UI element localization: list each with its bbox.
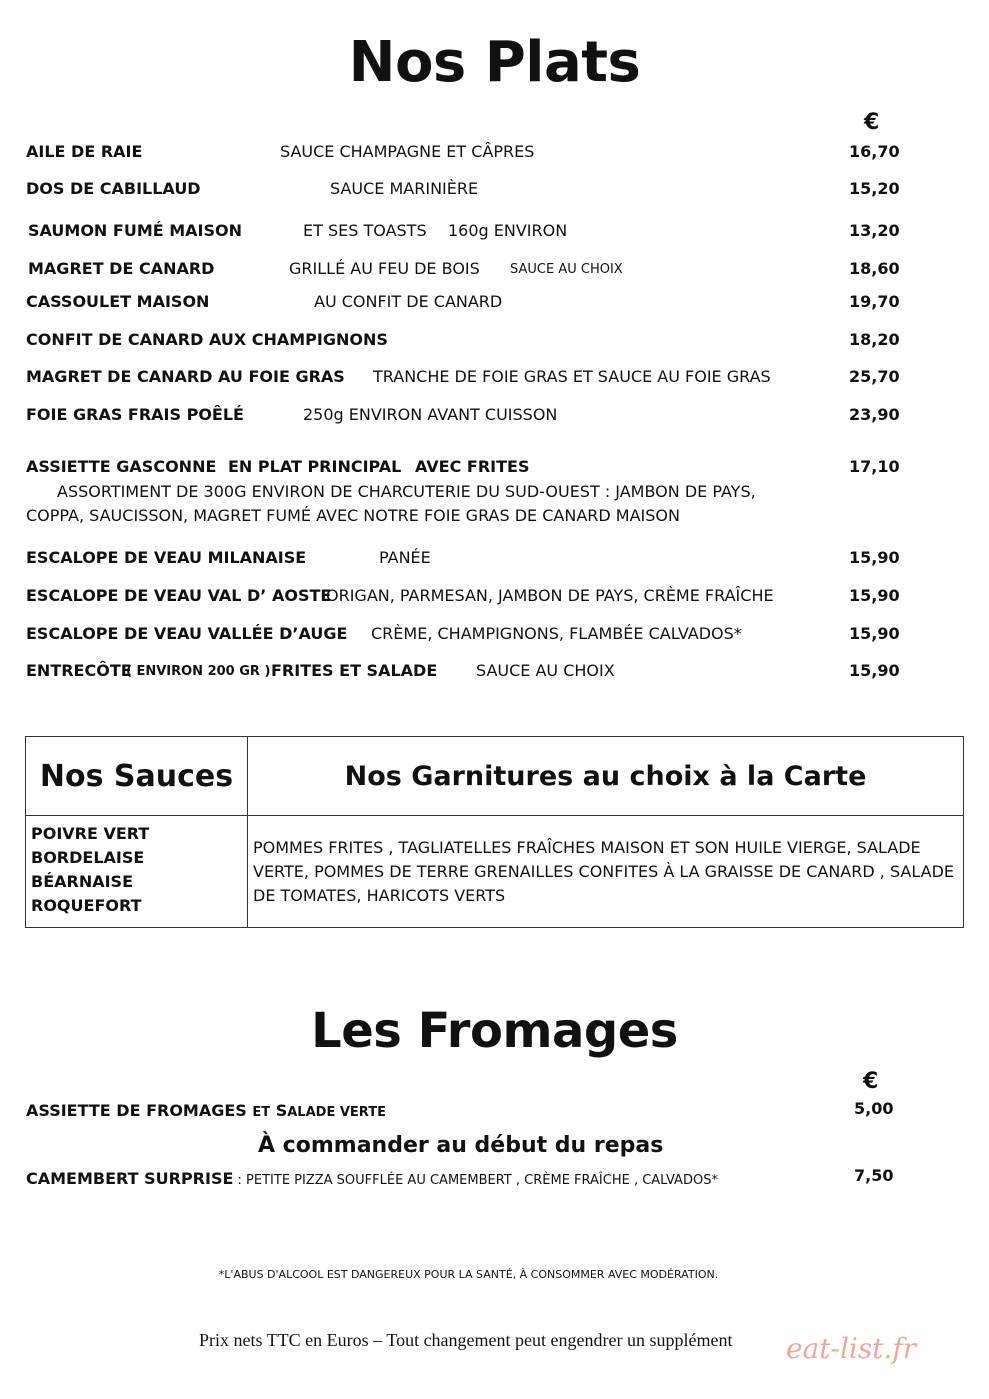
- fromages-currency: €: [863, 1069, 879, 1094]
- sauces-list: [26, 816, 248, 928]
- camembert-name: CAMEMBERT SURPRISE: [26, 1169, 234, 1188]
- sauce-item: BÉARNAISE: [31, 872, 134, 891]
- dish-row: [0, 292, 989, 318]
- dish-name: FOIE GRAS FRAIS POÊLÉ: [26, 405, 244, 424]
- dish-description: GRILLÉ AU FEU DE BOIS: [289, 259, 480, 278]
- page-title: Nos Plats: [348, 30, 641, 95]
- dish-description: CRÈME, CHAMPIGNONS, FLAMBÉE CALVADOS*: [371, 624, 742, 643]
- order-note: À commander au début du repas: [258, 1133, 664, 1158]
- dish-price: 15,90: [849, 548, 900, 567]
- dish-description: ORIGAN, PARMESAN, JAMBON DE PAYS, CRÈME FRAÎCHE: [326, 586, 774, 605]
- garniture-line: VERTE, POMMES DE TERRE GRENAILLES CONFITES À LA GRAISSE DE CANARD , SALADE: [253, 861, 954, 881]
- watermark-logo: eat-list.fr: [786, 1332, 917, 1365]
- dish-row: [0, 179, 989, 205]
- dish-description: SAUCE CHAMPAGNE ET CÂPRES: [280, 142, 535, 161]
- dish-row: [0, 624, 989, 650]
- dish-description: AU CONFIT DE CANARD: [314, 292, 503, 311]
- sauces-header: Nos Sauces: [26, 737, 248, 816]
- sauces-garnitures-table: [25, 736, 964, 928]
- garnitures-text: [248, 816, 964, 928]
- dish-side: AVEC FRITES: [415, 457, 530, 476]
- fromages-title: Les Fromages: [311, 1003, 678, 1059]
- dish-weight: 160g ENVIRON: [448, 221, 568, 240]
- dish-name: CASSOULET MAISON: [26, 292, 210, 311]
- alcohol-warning: *L'ABUS D'ALCOOL EST DANGEREUX POUR LA SANTÉ, À CONSOMMER AVEC MODÉRATION.: [218, 1268, 719, 1281]
- dish-price: 15,90: [849, 624, 900, 643]
- dish-detail-line: COPPA, SAUCISSON, MAGRET FUMÉ AVEC NOTRE FOIE GRAS DE CANARD MAISON: [26, 506, 680, 525]
- dish-side: FRITES ET SALADE: [271, 661, 438, 680]
- dish-price: 18,60: [849, 259, 900, 278]
- dish-description: ET SES TOASTS: [303, 221, 427, 240]
- dish-name: SAUMON FUMÉ MAISON: [28, 221, 243, 240]
- dish-row: [0, 330, 989, 356]
- dish-price: 13,20: [849, 221, 900, 240]
- dish-price: 15,90: [849, 586, 900, 605]
- dish-name: ESCALOPE DE VEAU VAL D’ AOSTE: [26, 586, 332, 605]
- sauce-item: ROQUEFORT: [31, 896, 142, 915]
- sauce-item: BORDELAISE: [31, 848, 145, 867]
- dish-price: 15,20: [849, 179, 900, 198]
- cheese-plate-price: 5,00: [854, 1099, 894, 1118]
- camembert-price: 7,50: [854, 1166, 894, 1185]
- dish-description: SAUCE AU CHOIX: [476, 661, 615, 680]
- dish-name: ASSIETTE GASCONNE: [26, 457, 217, 476]
- dish-name: AILE DE RAIE: [26, 142, 143, 161]
- dish-row: [0, 259, 989, 285]
- garniture-line: POMMES FRITES , TAGLIATELLES FRAÎCHES MAISON ET SON HUILE VIERGE, SALADE: [253, 837, 921, 857]
- dish-description: PANÉE: [379, 548, 431, 567]
- camembert-description: : PETITE PIZZA SOUFFLÉE AU CAMEMBERT , CRÈME FRAÎCHE , CALVADOS*: [233, 1173, 718, 1188]
- dish-price: 16,70: [849, 142, 900, 161]
- dish-serving: EN PLAT PRINCIPAL: [228, 457, 402, 476]
- dish-row: [0, 221, 989, 247]
- currency-symbol: €: [864, 110, 880, 135]
- dish-weight-note: ( ENVIRON 200 GR ): [126, 664, 271, 679]
- garnitures-header: Nos Garnitures au choix à la Carte: [248, 737, 964, 816]
- cheese-plate-name: ASSIETTE DE FROMAGES ET SALADE VERTE: [26, 1101, 386, 1120]
- dish-row: [0, 548, 989, 574]
- dish-description: TRANCHE DE FOIE GRAS ET SAUCE AU FOIE GRAS: [373, 367, 771, 386]
- dish-row: [0, 586, 989, 612]
- dish-description: 250g ENVIRON AVANT CUISSON: [303, 405, 558, 424]
- dish-price: 15,90: [849, 661, 900, 680]
- dish-description: SAUCE MARINIÈRE: [330, 179, 479, 198]
- dish-sauce-note: SAUCE AU CHOIX: [510, 262, 623, 277]
- dish-name: MAGRET DE CANARD: [28, 259, 215, 278]
- dish-price: 23,90: [849, 405, 900, 424]
- dish-price: 17,10: [849, 457, 900, 476]
- dish-row: [0, 405, 989, 431]
- sauce-item: POIVRE VERT: [31, 824, 150, 843]
- dish-name: ESCALOPE DE VEAU MILANAISE: [26, 548, 307, 567]
- dish-detail-line: ASSORTIMENT DE 300G ENVIRON DE CHARCUTERIE DU SUD-OUEST : JAMBON DE PAYS,: [57, 482, 756, 501]
- dish-row: [0, 142, 989, 168]
- camembert-row: [26, 1169, 718, 1188]
- dish-name: ENTRECÔTE: [26, 661, 132, 680]
- dish-price: 25,70: [849, 367, 900, 386]
- dish-name: DOS DE CABILLAUD: [26, 179, 201, 198]
- dish-name: CONFIT DE CANARD AUX CHAMPIGNONS: [26, 330, 388, 349]
- prices-note: Prix nets TTC en Euros – Tout changement peut engendrer un supplément: [199, 1330, 733, 1350]
- dish-row: [0, 457, 989, 483]
- dish-price: 18,20: [849, 330, 900, 349]
- dish-row: [0, 661, 989, 687]
- dish-price: 19,70: [849, 292, 900, 311]
- dish-row: [0, 367, 989, 393]
- dish-name: MAGRET DE CANARD AU FOIE GRAS: [26, 367, 345, 386]
- dish-name: ESCALOPE DE VEAU VALLÉE D’AUGE: [26, 624, 348, 643]
- garniture-line: DE TOMATES, HARICOTS VERTS: [253, 885, 506, 905]
